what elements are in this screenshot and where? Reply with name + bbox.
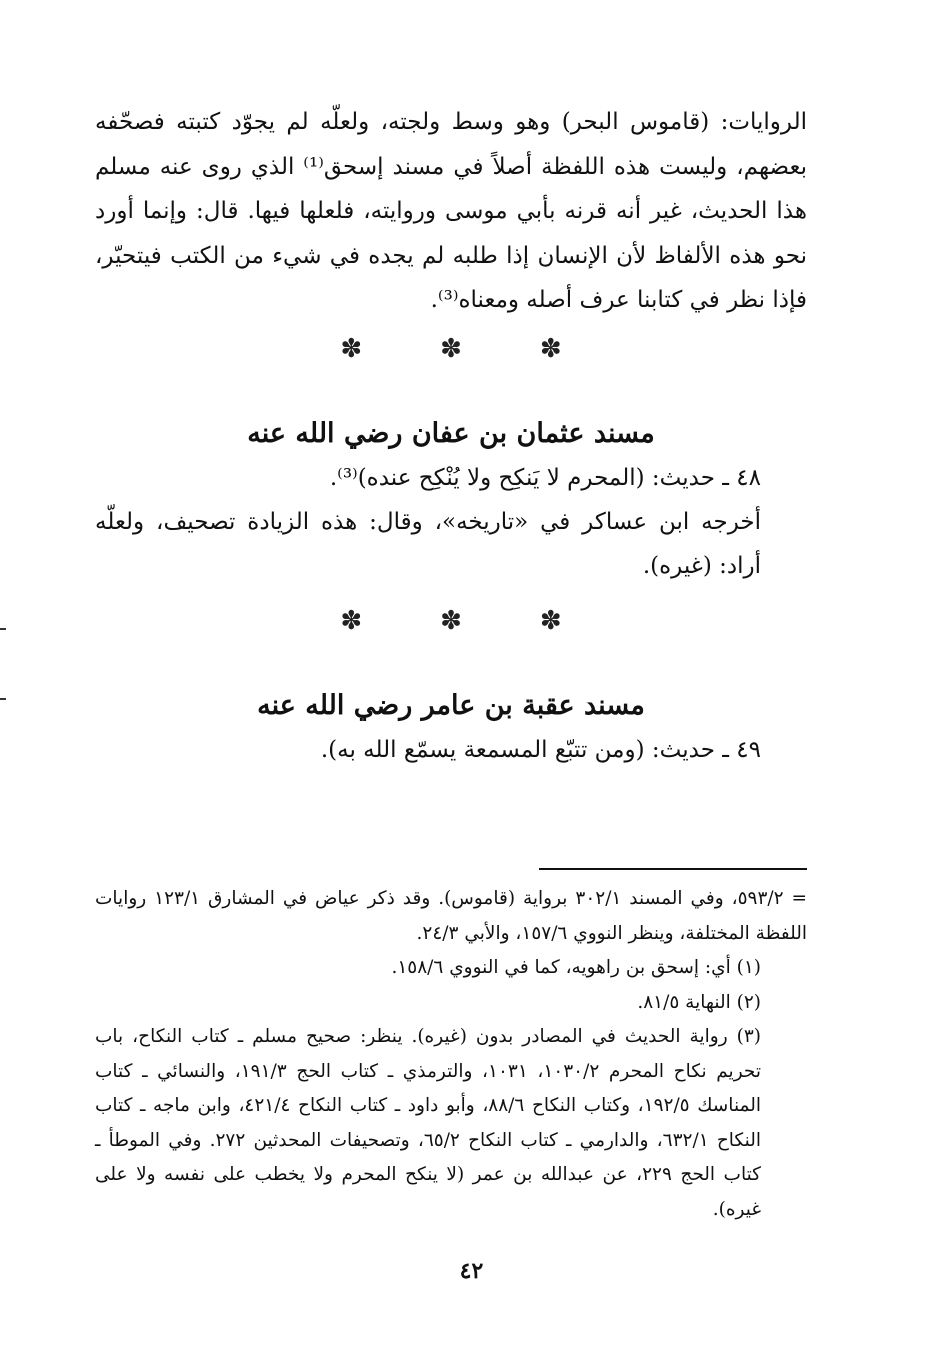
star-ornament: ✽ [340,605,363,636]
star-ornament: ✽ [440,605,462,636]
footnote-1: (١) أي: إسحق بن راهويه، كما في النووي ١٥٨/٦. [391,957,761,978]
intro-paragraph: الروايات: (قاموس البحر) وهو وسط ولجته، ولعلّه لم يجوّد كتبته فصحّفه بعضهم، وليست هذه اللفظة أصلاً في مسند إسحق⁽¹⁾ الذي روى عنه مسلم هذا الحديث، غير أنه قرنه بأبي موسى وروايته، فلعلها فيها. قال: وإنما أورد نحو هذه الألفاظ لأن الإنسان إذا طلبه لم يجده في شيء من الكتب فيتحيّر، فإذا نظر في كتابنا عرف أصله ومعناه⁽³⁾. [95,109,807,313]
section-heading-uthman: مسند عثمان بن عفان رضي الله عنه [247,417,655,449]
footnote-3: (٣) رواية الحديث في المصادر بدون (غيره). ينظر: صحيح مسلم ـ كتاب النكاح، باب تحريم نكاح المحرم ١٠٣٠/٢، ١٠٣١، والترمذي ـ كتاب الحج ١٩١/٣، والنسائي ـ كتاب المناسك ١٩٢/٥، وكتاب النكاح ٨٨/٦، وأبو داود ـ كتاب النكاح ٤٢١/٤، وابن ماجه ـ كتاب النكاح ٦٣٢/١، والدارمي ـ كتاب النكاح ٦٥/٢، وتصحيفات المحدثين ٢٧٢. وفي الموطأ ـ كتاب الحج ٢٢٩، عن عبدالله بن عمر (لا ينكح المحرم ولا يخطب على نفسه ولا على غيره). [95,1026,762,1220]
page-body [95,100,807,772]
footnote-divider [539,868,807,870]
scan-mark [0,698,6,700]
hadith-48: ٤٨ ـ حديث: (المحرم لا يَنكِح ولا يُنْكِح عنده)⁽³⁾. [329,464,761,491]
hadith-49: ٤٩ ـ حديث: (ومن تتبّع المسمعة يسمّع الله به). [320,736,761,763]
page-number: ٤٢ [459,1258,484,1284]
star-ornament: ✽ [539,333,562,364]
section-heading-uqba: مسند عقبة بن عامر رضي الله عنه [257,689,645,721]
star-ornament: ✽ [539,605,562,636]
footnotes [95,868,807,1227]
footnote-2: (٢) النهاية ٨١/٥. [637,991,761,1013]
footnote-continuation: = ٥٩٣/٢، وفي المسند ٣٠٢/١ برواية (قاموس). وقد ذكر عياض في المشارق ١٢٣/١ روايات اللفظة المختلفة، وينظر النووي ١٥٧/٦، والأبي ٢٤/٣. [95,888,808,944]
separator-stars [95,329,807,369]
scan-mark [0,628,6,630]
star-ornament: ✽ [340,333,363,364]
star-ornament: ✽ [440,333,462,364]
separator-stars [95,601,807,641]
commentary-48: أخرجه ابن عساكر في «تاريخه»، وقال: هذه الزيادة تصحيف، ولعلّه أراد: (غيره). [95,508,761,579]
